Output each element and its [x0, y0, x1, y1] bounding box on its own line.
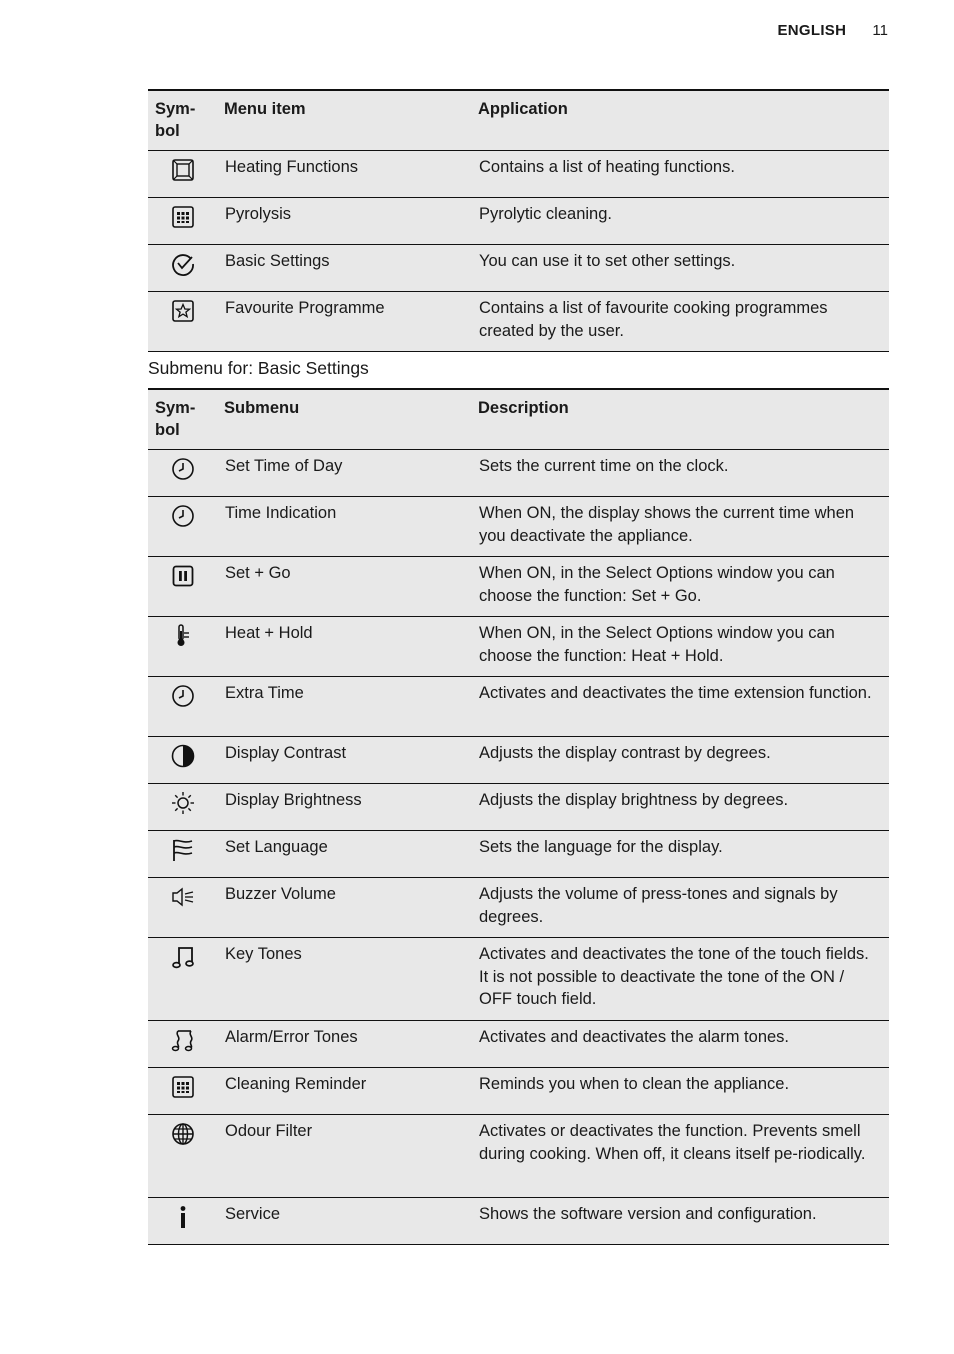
submenu-description: Adjusts the volume of press-tones and signals by degrees. — [472, 878, 889, 938]
thermometer-icon — [170, 623, 196, 649]
table-row — [148, 1021, 889, 1068]
submenu-label: Extra Time — [218, 677, 472, 737]
submenu-description: Activates and deactivates the time extension function. — [472, 677, 889, 737]
submenu-label: Key Tones — [218, 938, 472, 1021]
table-row — [148, 198, 889, 245]
submenu-label: Odour Filter — [218, 1115, 472, 1198]
cleaning-reminder-icon — [170, 1074, 196, 1100]
submenu-description: Sets the current time on the clock. — [472, 450, 889, 497]
menu-item-application: Contains a list of heating functions. — [472, 151, 889, 198]
submenu-description: Activates and deactivates the tone of the touch fields. It is not possible to deactivate the tone of the ON / OFF touch field. — [472, 938, 889, 1021]
menu-item-application: Pyrolytic cleaning. — [472, 198, 889, 245]
menu-item-label: Heating Functions — [218, 151, 472, 198]
submenu-table — [148, 388, 889, 1245]
column-header-symbol: Sym- bol — [148, 389, 218, 450]
submenu-label: Set Time of Day — [218, 450, 472, 497]
table-row — [148, 938, 889, 1021]
menu-item-label: Pyrolysis — [218, 198, 472, 245]
submenu-table-header — [148, 389, 889, 450]
heating-functions-icon — [170, 157, 196, 183]
submenu-title: Submenu for: Basic Settings — [148, 358, 369, 378]
table-row — [148, 292, 889, 352]
submenu-description: When ON, the display shows the current time when you deactivate the appliance. — [472, 497, 889, 557]
submenu-description: Sets the language for the display. — [472, 831, 889, 878]
column-header-description: Description — [472, 389, 889, 450]
pause-icon — [170, 563, 196, 589]
menu-table-header — [148, 90, 889, 151]
clock-icon — [170, 503, 196, 529]
speaker-icon — [170, 884, 196, 910]
submenu-label: Heat + Hold — [218, 617, 472, 677]
column-header-application: Application — [472, 90, 889, 151]
table-row — [148, 677, 889, 737]
info-icon — [170, 1204, 196, 1230]
submenu-description: Shows the software version and configuration. — [472, 1198, 889, 1245]
alarm-tones-icon — [170, 1027, 196, 1053]
contrast-icon — [170, 743, 196, 769]
table-row — [148, 245, 889, 292]
table-row — [148, 151, 889, 198]
submenu-label: Display Brightness — [218, 784, 472, 831]
table-row — [148, 1115, 889, 1198]
table-row — [148, 878, 889, 938]
submenu-label: Cleaning Reminder — [218, 1068, 472, 1115]
page-header — [777, 22, 888, 39]
submenu-label: Alarm/Error Tones — [218, 1021, 472, 1068]
submenu-label: Buzzer Volume — [218, 878, 472, 938]
submenu-label: Set Language — [218, 831, 472, 878]
column-header-submenu: Submenu — [218, 389, 472, 450]
clock-icon — [170, 683, 196, 709]
submenu-description: When ON, in the Select Options window you can choose the function: Heat + Hold. — [472, 617, 889, 677]
menu-table — [148, 89, 889, 352]
column-header-symbol: Sym- bol — [148, 90, 218, 151]
table-row — [148, 1068, 889, 1115]
column-header-menu-item: Menu item — [218, 90, 472, 151]
globe-filter-icon — [170, 1121, 196, 1147]
table-row — [148, 737, 889, 784]
basic-settings-icon — [170, 251, 196, 277]
menu-item-application: Contains a list of favourite cooking programmes created by the user. — [472, 292, 889, 352]
submenu-description: Reminds you when to clean the appliance. — [472, 1068, 889, 1115]
submenu-label: Service — [218, 1198, 472, 1245]
favourite-star-icon — [170, 298, 196, 324]
sun-icon — [170, 790, 196, 816]
table-row — [148, 557, 889, 617]
music-note-icon — [170, 944, 196, 970]
page-number: 11 — [872, 22, 888, 39]
submenu-description: Activates or deactivates the function. Prevents smell during cooking. When off, it cleans itself pe-riodically. — [472, 1115, 889, 1198]
table-row — [148, 784, 889, 831]
menu-item-application: You can use it to set other settings. — [472, 245, 889, 292]
menu-item-label: Favourite Programme — [218, 292, 472, 352]
header-language: ENGLISH — [777, 22, 847, 39]
submenu-description: Adjusts the display contrast by degrees. — [472, 737, 889, 784]
table-row — [148, 450, 889, 497]
table-row — [148, 1198, 889, 1245]
submenu-description: When ON, in the Select Options window you can choose the function: Set + Go. — [472, 557, 889, 617]
table-row — [148, 831, 889, 878]
table-row — [148, 497, 889, 557]
submenu-label: Set + Go — [218, 557, 472, 617]
clock-icon — [170, 456, 196, 482]
submenu-description: Activates and deactivates the alarm tones. — [472, 1021, 889, 1068]
submenu-label: Time Indication — [218, 497, 472, 557]
menu-item-label: Basic Settings — [218, 245, 472, 292]
submenu-description: Adjusts the display brightness by degrees. — [472, 784, 889, 831]
flag-icon — [170, 837, 196, 863]
submenu-label: Display Contrast — [218, 737, 472, 784]
pyrolysis-icon — [170, 204, 196, 230]
table-row — [148, 617, 889, 677]
